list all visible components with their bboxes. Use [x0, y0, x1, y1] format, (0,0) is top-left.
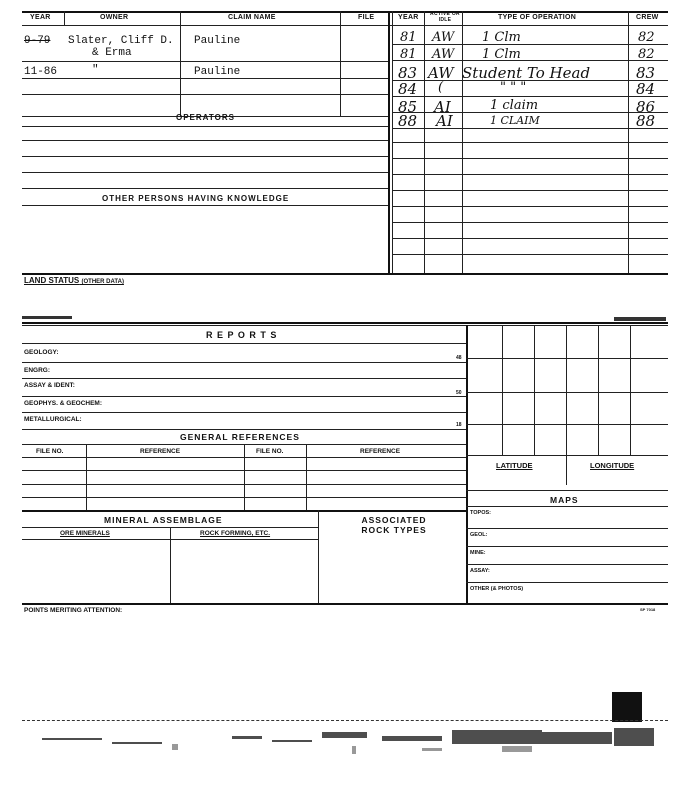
- activity-status-2: AW: [432, 47, 455, 62]
- activity-operation-6: 1 CLAIM: [490, 114, 540, 127]
- latitude-label: LATITUDE: [496, 461, 533, 470]
- points-meriting-label: POINTS MERITING ATTENTION:: [24, 607, 123, 614]
- activity-crew-6: 88: [636, 112, 656, 130]
- general-references-heading: GENERAL REFERENCES: [180, 432, 300, 442]
- activity-status-6: AI: [436, 112, 453, 130]
- form-number: SP 7018: [640, 607, 656, 612]
- report-assay: ASSAY & IDENT:: [24, 382, 75, 389]
- activity-operation-4: " " ": [500, 80, 527, 95]
- mineral-assemblage-heading: MINERAL ASSEMBLAGE: [104, 515, 223, 525]
- activity-operation-5: 1 claim: [490, 98, 539, 113]
- activity-year-5: 85: [398, 98, 418, 116]
- header-year-2: YEAR: [398, 14, 419, 21]
- land-status-title: LAND STATUS: [24, 276, 80, 285]
- rock-forming-heading: ROCK FORMING, ETC.: [200, 530, 271, 537]
- activity-crew-5: 86: [636, 98, 656, 116]
- scan-artifact-strip: [22, 722, 672, 762]
- owner-name-2: ": [92, 64, 99, 76]
- claim-name-1: Pauline: [194, 35, 241, 47]
- maps-mine: MINE:: [470, 550, 486, 556]
- refs-file-no: FILE NO.: [36, 448, 64, 455]
- report-metallurgical-num: 18: [456, 422, 462, 428]
- land-status-subtitle: (OTHER DATA): [81, 279, 124, 285]
- refs-reference: REFERENCE: [140, 448, 181, 455]
- activity-year-4: 84: [398, 80, 418, 98]
- activity-status-4: (: [438, 80, 444, 95]
- activity-crew-3: 83: [636, 64, 656, 82]
- activity-status-3: AW: [428, 64, 454, 82]
- owner-year-1: 9-79: [24, 35, 51, 47]
- report-geology-num: 48: [456, 355, 462, 361]
- activity-operation-3: Student To Head: [462, 64, 591, 82]
- maps-other: OTHER (& PHOTOS): [470, 586, 524, 592]
- other-persons-heading: OTHER PERSONS HAVING KNOWLEDGE: [102, 194, 290, 203]
- activity-year-3: 83: [398, 64, 418, 82]
- report-metallurgical: METALLURGICAL:: [24, 416, 82, 423]
- scan-black-square: [612, 692, 642, 722]
- ore-minerals-heading: ORE MINERALS: [60, 530, 110, 537]
- activity-crew-1: 82: [638, 30, 655, 45]
- activity-crew-2: 82: [638, 47, 655, 62]
- header-claim-name: CLAIM NAME: [228, 14, 276, 21]
- report-engrg: ENGRG:: [24, 367, 50, 374]
- maps-assay: ASSAY:: [470, 568, 490, 574]
- associated-rock-types-heading: ASSOCIATED ROCK TYPES: [361, 515, 427, 535]
- land-status-label: [24, 276, 124, 285]
- activity-year-6: 88: [398, 112, 418, 130]
- report-geology: GEOLOGY:: [24, 349, 59, 356]
- maps-geol: GEOL:: [470, 532, 488, 538]
- owner-name-1b: & Erma: [92, 47, 132, 59]
- header-year: YEAR: [30, 14, 51, 21]
- activity-operation-2: 1 Clm: [482, 47, 521, 62]
- report-assay-num: 50: [456, 390, 462, 396]
- activity-status-5: AI: [434, 98, 451, 116]
- maps-topos: TOPOS:: [470, 510, 491, 516]
- owner-name-1: Slater, Cliff D.: [68, 35, 174, 47]
- header-file: FILE: [358, 14, 375, 21]
- reports-heading: R E P O R T S: [206, 330, 278, 340]
- header-crew: CREW: [636, 14, 659, 21]
- owner-year-2: 11-86: [24, 66, 58, 78]
- header-type-of-operation: TYPE OF OPERATION: [498, 14, 577, 21]
- refs-reference-2: REFERENCE: [360, 448, 401, 455]
- maps-heading: MAPS: [550, 495, 579, 505]
- activity-operation-1: 1 Clm: [482, 30, 521, 45]
- longitude-label: LONGITUDE: [590, 461, 635, 470]
- report-geophys: GEOPHYS. & GEOCHEM:: [24, 400, 103, 407]
- header-owner: OWNER: [100, 14, 129, 21]
- operators-heading: OPERATORS: [176, 113, 235, 122]
- activity-status-1: AW: [432, 30, 455, 45]
- activity-year-1: 81: [400, 30, 417, 45]
- claim-name-2: Pauline: [194, 66, 241, 78]
- header-active-or-idle: ACTIVE OR IDLE: [430, 11, 460, 23]
- activity-year-2: 81: [400, 47, 417, 62]
- refs-file-no-2: FILE NO.: [256, 448, 284, 455]
- activity-crew-4: 84: [636, 80, 656, 98]
